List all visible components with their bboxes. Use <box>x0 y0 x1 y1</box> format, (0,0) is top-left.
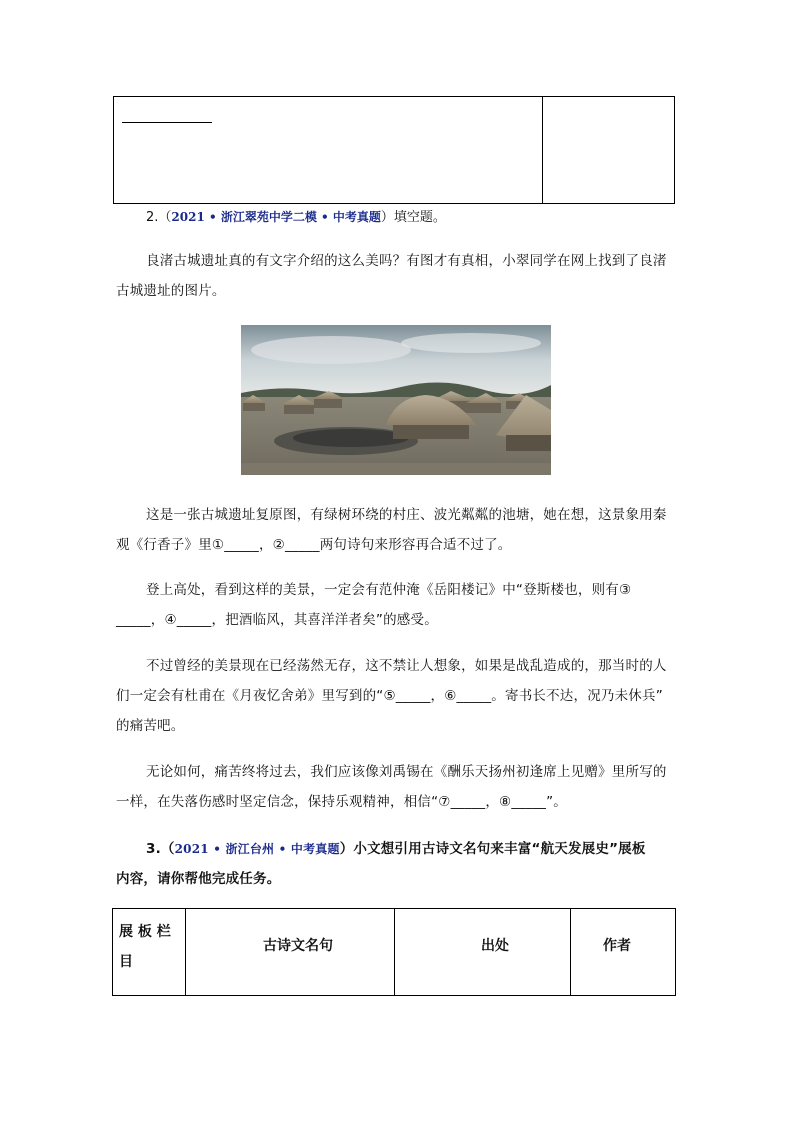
paragraph-5 <box>116 757 676 817</box>
table-header-author: 作者 <box>603 938 631 954</box>
paragraph-line: 观《行香子》里①_____，②_____两句诗句来形容再合适不过了。 <box>116 537 512 553</box>
table-column-divider <box>185 909 186 995</box>
paragraph-line: 们一定会有杜甫在《月夜忆舍弟》里写到的“⑤_____，⑥_____。寄书长不达，况乃未休兵” <box>116 688 663 704</box>
table-column-divider <box>394 909 395 995</box>
question-prompt-continued: 内容，请你帮他完成任务。 <box>116 871 281 887</box>
paragraph-2 <box>116 500 676 560</box>
paragraph-line: 一样，在失落伤感时坚定信念，保持乐观精神，相信“⑦_____，⑧_____”。 <box>116 794 567 810</box>
paren-close: ） <box>380 210 394 225</box>
paragraph-line: 的痛苦吧。 <box>116 718 185 734</box>
question-number: 3.（ <box>146 841 175 857</box>
question-source: 2021 • 浙江台州 • 中考真题 <box>174 842 340 856</box>
paragraph-line: 无论如何，痛苦终将过去，我们应该像刘禹锡在《酬乐天扬州初逢席上见赠》里所写的 <box>146 764 667 780</box>
answer-table-top <box>113 96 675 204</box>
question-source: 2021 • 浙江翠苑中学二模 • 中考真题 <box>171 210 381 224</box>
table-header-source: 出处 <box>481 938 509 954</box>
paragraph-line: _____，④_____，把酒临风，其喜洋洋者矣”的感受。 <box>116 612 438 628</box>
exhibit-board-table <box>112 908 676 996</box>
question-prompt: 小文想引用古诗文名句来丰富“航天发展史”展板 <box>353 841 646 857</box>
question-3-line-1 <box>116 834 676 864</box>
paren-close: ） <box>339 841 354 857</box>
answer-blank-line <box>122 122 212 123</box>
table-header-quote: 古诗文名句 <box>263 938 333 954</box>
question-prompt: 填空题。 <box>393 210 446 225</box>
table-header-board-column <box>119 917 181 977</box>
table-column-divider <box>570 909 571 995</box>
paragraph-line: 这是一张古城遗址复原图，有绿树环绕的村庄、波光粼粼的池塘，她在想，这景象用秦 <box>146 507 667 523</box>
paragraph-line: 登上高处，看到这样的美景，一定会有范仲淹《岳阳楼记》中“登斯楼也，则有③ <box>146 582 632 598</box>
paragraph-line: 不过曾经的美景现在已经荡然无存，这不禁让人想象，如果是战乱造成的，那当时的人 <box>146 658 667 674</box>
question-3-heading <box>116 834 676 894</box>
header-text: 展 板 栏 <box>119 924 171 940</box>
ancient-village-photo <box>241 325 551 475</box>
header-text: 目 <box>119 954 133 970</box>
question-2-heading <box>146 207 446 228</box>
paragraph-line: 良渚古城遗址真的有文字介绍的这么美吗？有图才有真相，小翠同学在网上找到了良渚 <box>146 253 667 269</box>
question-number: 2.（ <box>146 210 172 225</box>
paragraph-1 <box>116 246 676 306</box>
paragraph-4 <box>116 651 676 741</box>
paragraph-line: 古城遗址的图片。 <box>116 283 226 299</box>
table-column-divider <box>542 97 543 203</box>
paragraph-3 <box>116 575 676 635</box>
